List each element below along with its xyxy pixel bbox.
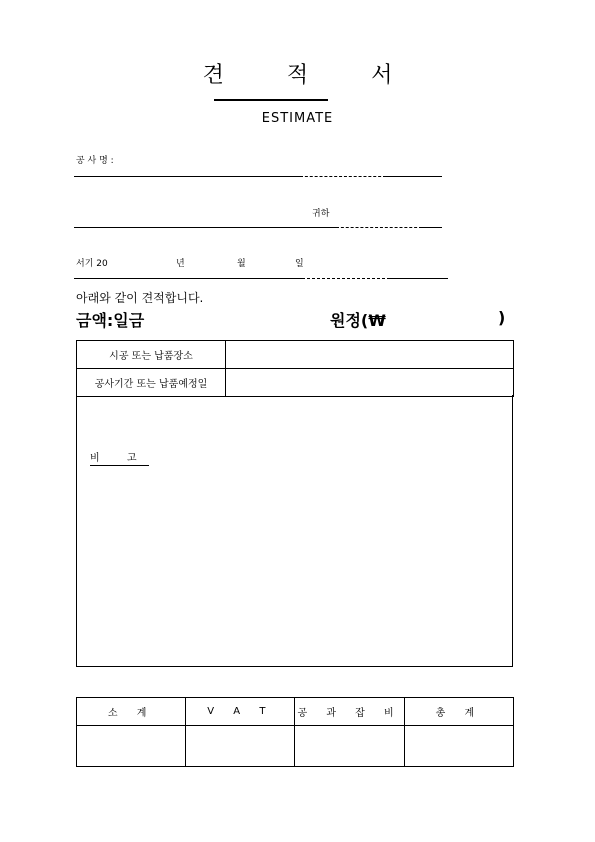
title-underline <box>214 99 328 101</box>
vat-header: V A T <box>186 698 295 726</box>
date-month-label: 월 <box>237 259 246 269</box>
date-prefix: 서기 20 <box>76 259 108 269</box>
subtotal-header: 소 계 <box>77 698 186 726</box>
period-value-cell[interactable] <box>226 369 514 397</box>
subtotal-cell[interactable] <box>77 726 186 767</box>
recipient-suffix: 귀하 <box>312 209 330 219</box>
place-label: 시공 또는 납품장소 <box>77 341 226 369</box>
grand-total-cell[interactable] <box>404 726 513 767</box>
grand-total-header: 총 계 <box>404 698 513 726</box>
company-name-line-end <box>386 176 442 177</box>
place-value-cell[interactable] <box>226 341 514 369</box>
amount-close-paren: ) <box>498 308 506 327</box>
vat-cell[interactable] <box>186 726 295 767</box>
table-row <box>77 341 514 369</box>
remarks-box[interactable] <box>76 395 513 667</box>
document-subtitle: ESTIMATE <box>261 111 334 126</box>
recipient-line-end <box>422 227 442 228</box>
totals-table <box>76 697 514 767</box>
document-title: 견 적 서 <box>202 63 421 88</box>
remarks-label: 비 고 <box>90 449 149 466</box>
date-dashed-line <box>302 278 390 279</box>
info-table <box>76 340 514 397</box>
date-year-label: 년 <box>176 259 185 269</box>
recipient-line[interactable] <box>74 227 336 228</box>
company-name-dashed-line <box>300 176 386 177</box>
table-row <box>77 726 514 767</box>
date-line-end <box>390 278 448 279</box>
date-line[interactable] <box>74 278 302 279</box>
amount-won-label: 원정(₩ <box>330 311 386 330</box>
misc-charges-header: 공 과 잡 비 <box>295 698 404 726</box>
table-row <box>77 698 514 726</box>
recipient-dashed-line <box>336 227 422 228</box>
company-name-line[interactable] <box>74 176 300 177</box>
misc-charges-cell[interactable] <box>295 726 404 767</box>
period-label: 공사기간 또는 납품예정일 <box>77 369 226 397</box>
date-day-label: 일 <box>295 259 304 269</box>
table-row <box>77 369 514 397</box>
intro-text: 아래와 같이 견적합니다. <box>76 291 204 305</box>
company-name-label: 공 사 명 : <box>76 156 114 166</box>
amount-label: 금액:일금 <box>76 311 145 330</box>
